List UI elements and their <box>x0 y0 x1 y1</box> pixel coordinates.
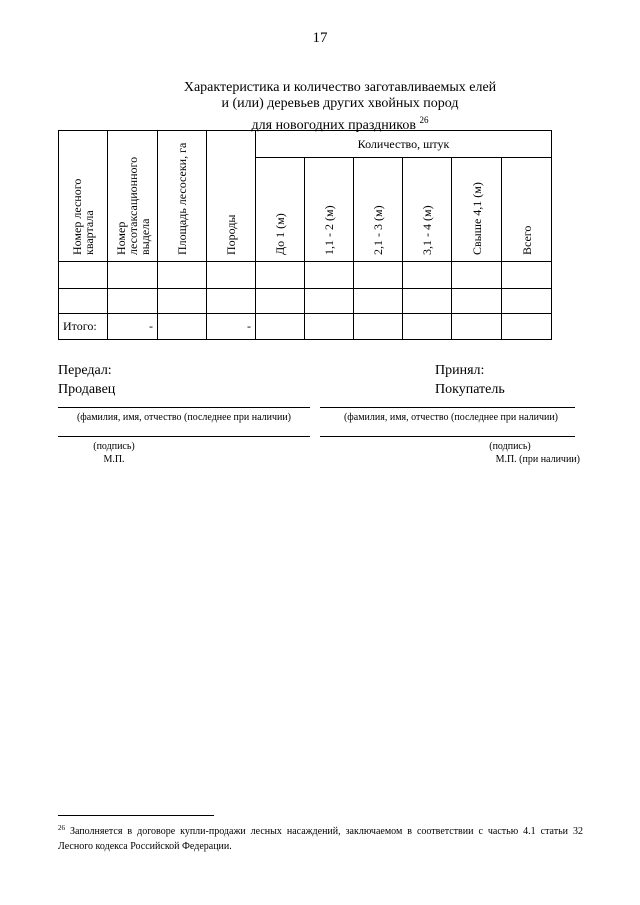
table-cell[interactable] <box>502 314 552 340</box>
header-total-label: Всего <box>519 225 534 255</box>
footnote-number: 26 <box>58 824 65 832</box>
header-over-4-1-label: Свыше 4,1 (м) <box>469 181 484 255</box>
header-vydel <box>108 131 158 262</box>
header-species <box>207 131 256 262</box>
header-quarter-label: Номер лесного квартала <box>70 178 96 255</box>
total-row <box>59 314 552 340</box>
table-cell[interactable] <box>305 314 354 340</box>
table-cell[interactable] <box>403 262 452 289</box>
buyer-block <box>435 361 505 399</box>
seller-block <box>58 361 115 399</box>
table-cell[interactable] <box>305 289 354 314</box>
table-cell[interactable] <box>452 314 502 340</box>
header-over-4-1 <box>452 158 502 262</box>
trees-table <box>58 130 552 340</box>
buyer-signature-caption: (подпись) <box>489 441 531 452</box>
total-label: Итого: <box>59 314 108 340</box>
buyer-name-line[interactable] <box>320 407 575 408</box>
table-cell[interactable] <box>158 262 207 289</box>
table-cell[interactable] <box>403 314 452 340</box>
table-row <box>59 262 552 289</box>
seller-seal: М.П. <box>103 454 125 465</box>
table-cell[interactable] <box>452 289 502 314</box>
seller-role: Продавец <box>58 382 116 397</box>
header-total <box>502 158 552 262</box>
table-cell[interactable] <box>108 262 158 289</box>
table-row <box>59 289 552 314</box>
title-line-3: для новогодних праздников <box>251 118 416 133</box>
table-cell[interactable] <box>256 314 305 340</box>
buyer-signature-line[interactable] <box>320 436 575 437</box>
footnote-reference: 26 <box>419 115 429 125</box>
seller-title: Передал: <box>58 363 112 378</box>
seller-name-line[interactable] <box>58 407 310 408</box>
document-title <box>150 80 530 134</box>
table-cell[interactable] <box>256 289 305 314</box>
table-cell[interactable] <box>403 289 452 314</box>
table-cell[interactable] <box>158 289 207 314</box>
table-cell[interactable] <box>158 314 207 340</box>
table-cell[interactable] <box>452 262 502 289</box>
table-cell[interactable] <box>354 314 403 340</box>
buyer-role: Покупатель <box>435 382 505 397</box>
total-vydel-dash: - <box>108 314 158 340</box>
header-area <box>158 131 207 262</box>
header-3-1-4-label: 3,1 - 4 (м) <box>420 204 434 255</box>
header-2-1-3-label: 2,1 - 3 (м) <box>371 204 385 255</box>
header-1-1-2-label: 1,1 - 2 (м) <box>322 204 336 255</box>
buyer-seal: М.П. (при наличии) <box>495 454 580 465</box>
table-cell[interactable] <box>59 289 108 314</box>
table-cell[interactable] <box>502 262 552 289</box>
total-species-dash: - <box>207 314 256 340</box>
header-quantity: Количество, штук <box>256 131 552 158</box>
page-number: 17 <box>312 30 328 46</box>
seller-signature-caption: (подпись) <box>93 441 135 452</box>
header-vydel-label: Номер лесотаксационного выдела <box>113 156 152 255</box>
header-species-label: Породы <box>224 214 238 255</box>
table-cell[interactable] <box>256 262 305 289</box>
footnote-separator <box>58 815 214 816</box>
table-cell[interactable] <box>502 289 552 314</box>
seller-signature-line[interactable] <box>58 436 310 437</box>
table-cell[interactable] <box>354 289 403 314</box>
title-line-2: и (или) деревьев других хвойных пород <box>221 96 459 111</box>
header-3-1-4 <box>403 158 452 262</box>
table-cell[interactable] <box>108 289 158 314</box>
title-line-1: Характеристика и количество заготавливаемых елей <box>183 80 497 95</box>
table-cell[interactable] <box>354 262 403 289</box>
header-area-label: Площадь лесосеки, га <box>175 142 189 255</box>
header-1-1-2 <box>305 158 354 262</box>
buyer-name-caption: (фамилия, имя, отчество (последнее при наличии) <box>343 412 559 423</box>
table-cell[interactable] <box>207 262 256 289</box>
footnote <box>58 821 583 854</box>
table-cell[interactable] <box>207 289 256 314</box>
buyer-title: Принял: <box>435 363 485 378</box>
footnote-text: Заполняется в договоре купли-продажи лесных насаждений, заключаемом в соответствии с частью 4.1 статьи 32 Лесного кодекса Российской Федерации. <box>58 826 583 852</box>
header-2-1-3 <box>354 158 403 262</box>
header-up-to-1-label: До 1 (м) <box>273 212 287 255</box>
header-up-to-1 <box>256 158 305 262</box>
table-cell[interactable] <box>305 262 354 289</box>
seller-name-caption: (фамилия, имя, отчество (последнее при наличии) <box>76 412 292 423</box>
table-cell[interactable] <box>59 262 108 289</box>
header-quarter <box>59 131 108 262</box>
